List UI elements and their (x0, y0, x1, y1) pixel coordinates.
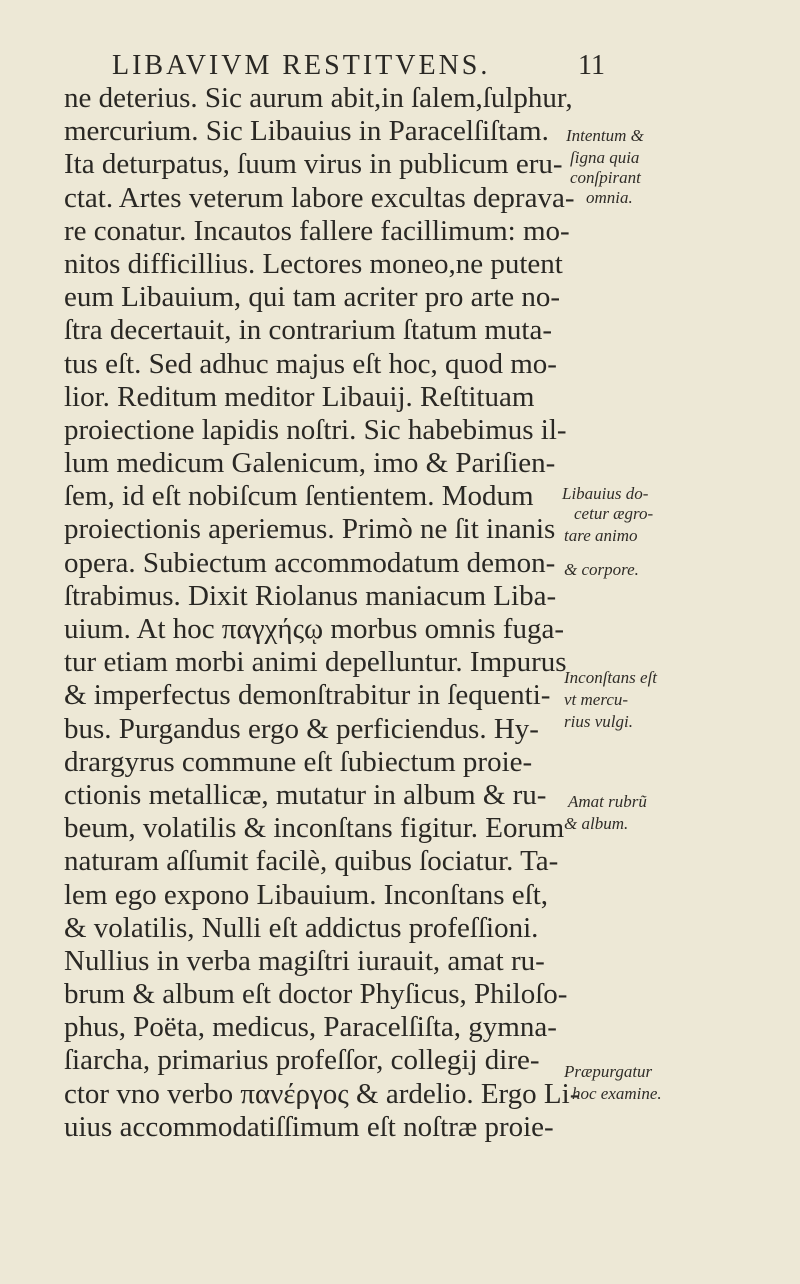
text-line: Ita deturpatus, ſuum virus in publicum eru- (64, 148, 563, 181)
margin-note: rius vulgi. (564, 712, 633, 731)
text-line: tus eſt. Sed adhuc majus eſt hoc, quod mo- (64, 347, 557, 380)
text-line: ſtrabimus. Dixit Riolanus maniacum Liba- (64, 579, 557, 612)
text-line: brum & album eſt doctor Phyſicus, Philoſo- (64, 978, 568, 1011)
margin-note: & corpore. (564, 560, 639, 579)
margin-note: Libauius do- (562, 484, 649, 503)
margin-note: Intentum & (566, 126, 644, 145)
margin-note: & album. (564, 814, 629, 833)
margin-note: hoc examine. (572, 1084, 662, 1103)
text-line: lior. Reditum meditor Libauij. Reſtituam (64, 380, 535, 413)
margin-note: Inconſtans eſt (564, 668, 658, 687)
margin-note: vt mercu- (564, 690, 629, 709)
text-line: ſem, id eſt nobiſcum ſentientem. Modum (64, 480, 534, 513)
text-line: lem ego expono Libauium. Inconſtans eſt, (64, 878, 549, 911)
text-line: eum Libauium, qui tam acriter pro arte no- (64, 281, 561, 314)
text-line: proiectionis aperiemus. Primò ne ſit inanis (64, 513, 556, 546)
text-line: lum medicum Galenicum, imo & Pariſien- (64, 447, 556, 480)
text-line: ctat. Artes veterum labore excultas deprava- (64, 181, 575, 214)
margin-note: ſigna quia (570, 148, 640, 167)
text-line: proiectione lapidis noſtri. Sic habebimus il- (64, 413, 567, 446)
margin-note: Præpurgatur (564, 1062, 653, 1081)
text-line: uium. At hoc παγχήςῳ morbus omnis fuga- (64, 613, 564, 645)
text-line: beum, volatilis & inconſtans figitur. Eorum (64, 812, 565, 845)
text-line: re conatur. Incautos fallere facillimum: mo- (64, 214, 570, 247)
text-line: ſiarcha, primarius profeſſor, collegij dire- (64, 1044, 540, 1077)
main-text-column (64, 82, 634, 1144)
text-line: & volatilis, Nulli eſt addictus profeſſioni. (64, 911, 539, 944)
running-title: LIBAVIVM RESTITVENS. (112, 50, 491, 81)
margin-note: cetur ægro- (574, 504, 654, 523)
text-line: ne deterius. Sic aurum abit,in ſalem,ſulphur, (64, 82, 573, 114)
margin-note: conſpirant (570, 168, 641, 187)
text-line: uius accommodatiſſimum eſt noſtræ proie- (64, 1110, 554, 1143)
text-line: tur etiam morbi animi depelluntur. Impurus (64, 646, 567, 679)
text-line: drargyrus commune eſt ſubiectum proie- (64, 745, 533, 778)
text-line: ſtra decertauit, in contrarium ſtatum muta- (64, 314, 552, 347)
text-line: bus. Purgandus ergo & perficiendus. Hy- (64, 712, 539, 745)
text-line: ctor vno verbo πανέργος & ardelio. Ergo Li- (64, 1077, 580, 1110)
text-line: phus, Poëta, medicus, Paracelſiſta, gymna- (64, 1011, 557, 1044)
text-line: & imperfectus demonſtrabitur in ſequenti- (64, 679, 551, 712)
text-line: ctionis metallicæ, mutatur in album & ru- (64, 778, 547, 811)
margin-note: Amat rubrũ (568, 792, 647, 811)
text-line: mercurium. Sic Libauius in Paracelſiſtam. (64, 115, 549, 148)
page-number: 11 (578, 50, 605, 81)
page-header (112, 50, 632, 82)
text-line: nitos difficillius. Lectores moneo,ne putent (64, 247, 563, 280)
margin-note: omnia. (586, 188, 633, 207)
text-line: Nullius in verba magiſtri iurauit, amat ru- (64, 944, 545, 977)
text-line: naturam aſſumit facilè, quibus ſociatur. Ta- (64, 845, 559, 878)
text-line: opera. Subiectum accommodatum demon- (64, 546, 556, 579)
margin-note: tare animo (564, 526, 638, 545)
